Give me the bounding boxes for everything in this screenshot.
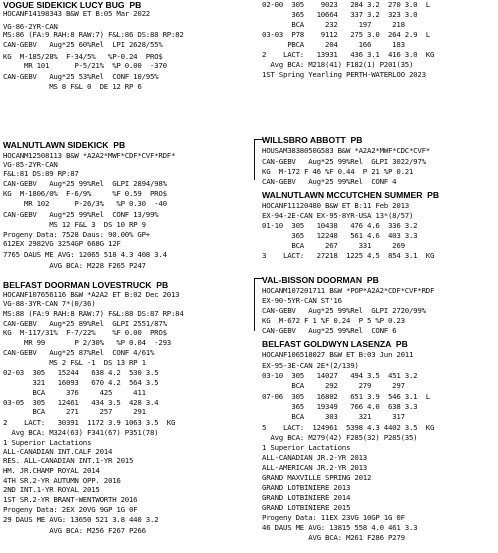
pedigree-line: 1ST Spring Yearling PERTH-WATERLOO 2023 (262, 70, 426, 79)
pedigree-line: PBCA 204 166 183 (262, 40, 405, 49)
pedigree-line: VG-86-2YR-CAN (3, 22, 58, 31)
pedigree-line: ALL-AMERICAN JR.2-YR 2013 (262, 463, 367, 472)
pedigree-line: 02-03 305 15244 638 4.2 530 3.5 (3, 368, 159, 377)
pedigree-line: CAN-GEBV Aug*25 99%Rel GLPI 2720/99% (262, 306, 426, 315)
pedigree-line: 1 Superior Lactations (3, 438, 92, 447)
pedigree-line: BCA 232 197 218 (262, 20, 405, 29)
pedigree-line: HOCANF14198343 B&W ET B:05 Mar 2022 (3, 9, 150, 18)
pedigree-line: 03-03 P78 9112 275 3.0 264 2.9 L (262, 30, 430, 39)
pedigree-line: BCA 303 321 317 (262, 412, 405, 421)
sire-bracket (254, 278, 263, 331)
pedigree-line: 2 LACT: 13931 436 3.1 416 3.0 KG (262, 50, 435, 59)
pedigree-line: CAN-GEBV Aug*25 99%Rel CONF 13/99% (3, 210, 159, 219)
pedigree-line: 02-00 305 9023 284 3.2 270 3.0 L (262, 0, 430, 9)
pedigree-line: MS 2 F&L -1 DS 13 RP 1 (3, 358, 146, 367)
pedigree-line: 3 LACT: 27218 1225 4.5 854 3.1 KG (262, 251, 435, 260)
pedigree-line: MS:88 (FA:9 RAH:8 RAW:7) F&L:88 DS:87 RP:84 (3, 309, 184, 318)
pedigree-line: Avg BCA: M324(63) F341(67) P351(78) (3, 428, 159, 437)
pedigree-line: 01-10 305 10438 476 4.6 336 3.2 (262, 221, 418, 230)
pedigree-line: AVG BCA: M261 F286 P279 (262, 533, 405, 542)
pedigree-line: VG-88-3YR-CAN 7*(0/36) (3, 299, 96, 308)
pedigree-line: CAN-GEBV Aug*25 53%Rel CONF 10/95% (3, 72, 159, 81)
pedigree-line: 46 DAUS ME AVG: 13815 558 4.0 461 3.3 (262, 523, 418, 532)
pedigree-line: EX-95-3E-CAN 2E*(2/139) (262, 361, 359, 370)
animal-name-heading: WALNUTLAWN MCCUTCHEN SUMMER PB (262, 190, 440, 200)
pedigree-line: AVG BCA: M256 F267 P266 (3, 526, 146, 535)
pedigree-line: Progeny Data: 2EX 20VG 9GP 1G 0F (3, 505, 138, 514)
pedigree-line: MR 99 P 2/30% %P 0.04 -293 (3, 338, 171, 347)
pedigree-line: Progeny Data: 7528 Daus: 90.00% GP+ (3, 230, 150, 239)
pedigree-line: KG M-672 F 1 %F 0.24 P 5 %P 0.23 (262, 316, 405, 325)
pedigree-line: KG M-172 F 46 %F 0.44 P 21 %P 0.21 (262, 167, 414, 176)
pedigree-line: CAN-GEBV Aug*25 60%Rel LPI 2628/55% (3, 40, 163, 49)
animal-name-heading: VAL-BISSON DOORMAN PB (262, 275, 379, 285)
pedigree-line: 07-06 305 16802 651 3.9 546 3.1 L (262, 392, 430, 401)
pedigree-line: BCA 267 331 269 (262, 241, 405, 250)
pedigree-line: 5 LACT: 124961 5398 4.3 4402 3.5 KG (262, 423, 435, 432)
pedigree-line: F&L:81 DS:89 RP:87 (3, 169, 79, 178)
pedigree-line: CAN-GEBV Aug*25 99%Rel GLPI 3022/97% (262, 157, 426, 166)
pedigree-line: MR 101 P-5/21% %P 0.00 -370 (3, 61, 167, 70)
pedigree-line: 29 DAUS ME AVG: 13650 521 3.8 440 3.2 (3, 515, 159, 524)
pedigree-line: 1 Superior Lactations (262, 443, 351, 452)
pedigree-line: CAN-GEBV Aug*25 99%Rel CONF 4 (262, 177, 397, 186)
pedigree-line: Avg BCA: M279(42) F285(32) P285(35) (262, 433, 418, 442)
pedigree-line: EX-90-5YR-CAN ST'16 (262, 296, 342, 305)
pedigree-line: HM. JR.CHAMP ROYAL 2014 (3, 466, 100, 475)
pedigree-line: 1ST SR.2-YR BRANT-WENTWORTH 2016 (3, 495, 138, 504)
pedigree-line: 4TH SR.2-YR AUTUMN OPP. 2016 (3, 476, 121, 485)
pedigree-line: VG-85-2YR-CAN (3, 160, 58, 169)
pedigree-line: 365 10664 337 3.2 323 3.0 (262, 10, 418, 19)
pedigree-line: 2 LACT: 30391 1172 3.9 1063 3.5 KG (3, 418, 176, 427)
pedigree-line: MS 8 F&L 0 DE 12 RP 6 (3, 82, 142, 91)
pedigree-line: 612EX 2982VG 3254GP 668G 12F (3, 239, 121, 248)
pedigree-line: BCA 292 279 297 (262, 381, 405, 390)
pedigree-line: GRAND LOTBINIERE 2013 (262, 483, 351, 492)
pedigree-line: Avg BCA: M218(41) F182(1) P201(35) (262, 60, 414, 69)
pedigree-line: CAN-GEBV Aug*25 87%Rel CONF 4/61% (3, 348, 155, 357)
pedigree-line: BCA 271 257 291 (3, 407, 146, 416)
animal-name-heading: WALNUTLAWN SIDEKICK PB (3, 140, 126, 150)
pedigree-line: GRAND MAXVILLE SPRING 2012 (262, 473, 372, 482)
pedigree-line: MS 12 F&L 3 DS 10 RP 9 (3, 220, 146, 229)
pedigree-line: RES. ALL-CANADIAN INT.1-YR 2015 (3, 456, 134, 465)
pedigree-line: 321 16093 670 4.2 564 3.5 (3, 378, 159, 387)
animal-name-heading: BELFAST DOORMAN LOVESTRUCK PB (3, 280, 169, 290)
pedigree-line: 2ND INT.1-YR ROYAL 2015 (3, 485, 100, 494)
pedigree-line: 365 19349 766 4.0 638 3.3 (262, 402, 418, 411)
pedigree-line: HOCANF11120480 B&W ET B:11 Feb 2013 (262, 201, 409, 210)
pedigree-line: BCA 376 425 411 (3, 388, 146, 397)
pedigree-line: 365 12248 561 4.6 403 3.3 (262, 231, 418, 240)
pedigree-line: 7765 DAUS ME AVG: 12065 518 4.3 408 3.4 (3, 250, 167, 259)
pedigree-line: Progeny Data: 11EX 23VG 10GP 1G 0F (262, 513, 405, 522)
pedigree-line: KG M-185/28% F-34/5% %P-0.24 PRO$ (3, 52, 163, 61)
pedigree-line: GRAND LOTBINIERE 2015 (262, 503, 351, 512)
sire-bracket (254, 139, 263, 180)
pedigree-line: 03-10 305 14027 494 3.5 451 3.2 (262, 371, 418, 380)
pedigree-line: AVG BCA: M228 F265 P247 (3, 261, 146, 270)
animal-name-heading: WILLSBRO ABBOTT PB (262, 135, 363, 145)
pedigree-line: HOCANM12508113 B&W *A2A2*MWF*CDF*CVF*RDF* (3, 151, 176, 160)
pedigree-line: CAN-GEBV Aug*25 99%Rel CONF 6 (262, 326, 397, 335)
pedigree-line: HOCANF107656116 B&W *A2A2 ET B:02 Dec 2013 (3, 290, 180, 299)
pedigree-line: MS:86 (FA:9 RAH:8 RAW:7) F&L:86 DS:88 RP:82 (3, 30, 184, 39)
pedigree-line: GRAND LOTBINIERE 2014 (262, 493, 351, 502)
pedigree-line: HOCANM107201711 B&W *POP*A2A2*CDF*CVF*RDF (262, 286, 435, 295)
pedigree-line: 03-05 305 12461 434 3.5 428 3.4 (3, 398, 159, 407)
pedigree-line: ALL-CANADIAN INT.CALF 2014 (3, 447, 113, 456)
pedigree-line: MR 102 P-26/3% %P 0.30 -40 (3, 199, 167, 208)
animal-name-heading: BELFAST GOLDWYN LASENZA PB (262, 339, 408, 349)
pedigree-line: KG M-117/31% F-7/22% %F 0.00 PRO$ (3, 328, 167, 337)
pedigree-line: CAN-GEBV Aug*25 99%Rel GLPI 2894/98% (3, 179, 167, 188)
pedigree-line: CAN-GEBV Aug*25 89%Rel GLPI 2551/87% (3, 319, 167, 328)
pedigree-line: HOCANF106518027 B&W ET B:03 Jun 2011 (262, 350, 414, 359)
pedigree-line: KG M-1806/0% F-6/9% %F 0.59 PRO$ (3, 189, 167, 198)
pedigree-line: EX-94-2E-CAN EX-95-8YR-USA 13*(8/57) (262, 211, 414, 220)
animal-name-heading: VOGUE SIDEKICK LUCY BUG PB (3, 0, 142, 10)
pedigree-line: HOUSAM3838050G583 B&W *A2A2*MWF*CDC*CVF* (262, 146, 430, 155)
pedigree-line: ALL-CANADIAN JR.2-YR 2013 (262, 453, 367, 462)
